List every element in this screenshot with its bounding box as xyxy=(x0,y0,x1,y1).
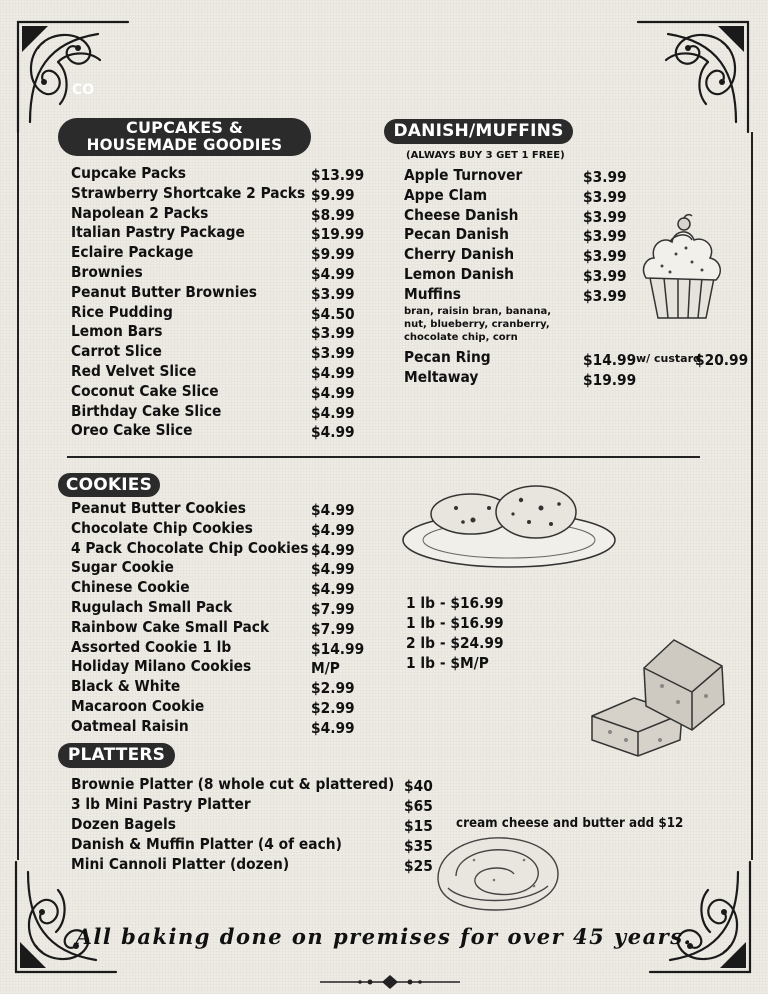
muffin-flavors-line1: bran, raisin bran, banana, xyxy=(404,306,552,317)
cookie-weight-text: 1 lb - $16.99 xyxy=(406,594,504,612)
cupcake-item-price: $9.99 xyxy=(311,245,355,264)
cupcake-item-price: $3.99 xyxy=(311,324,355,343)
cookie-item-price: $4.99 xyxy=(311,540,355,559)
cookie-item-price: $4.99 xyxy=(311,718,355,737)
cupcakes-header xyxy=(58,118,311,156)
corner-label: CO xyxy=(72,82,95,98)
cookie-item-name: Sugar Cookie xyxy=(71,558,174,577)
cupcake-item-name: Italian Pastry Package xyxy=(71,223,245,242)
cupcake-item-price: $4.99 xyxy=(311,383,355,402)
platter-item-name: Mini Cannoli Platter (dozen) xyxy=(71,855,290,873)
right-border-line xyxy=(751,132,753,860)
footer-flourish-icon xyxy=(320,975,460,989)
cookie-item-price: $2.99 xyxy=(311,679,355,698)
platter-item-price: $35 xyxy=(404,837,433,855)
danish-item-name: Cheese Danish xyxy=(404,205,519,224)
cookie-item-name: Holiday Milano Cookies xyxy=(71,657,252,676)
cupcake-item-name: Peanut Butter Brownies xyxy=(71,282,258,301)
bagel-note: cream cheese and butter add $12 xyxy=(456,816,684,831)
danish-item-price: $3.99 xyxy=(583,267,627,285)
cupcake-item-name: Eclaire Package xyxy=(71,243,194,262)
platter-item-price: $65 xyxy=(404,797,433,815)
cookie-item-name: Oatmeal Raisin xyxy=(71,716,189,735)
danish-item-price: $3.99 xyxy=(583,227,627,246)
cupcake-item-name: Lemon Bars xyxy=(71,322,163,341)
cookie-weight-text: 1 lb - $16.99 xyxy=(406,614,504,632)
bottom-right-ornament-icon xyxy=(650,862,760,982)
cupcake-item-price: $4.50 xyxy=(311,304,355,323)
cupcake-item-price: $4.99 xyxy=(311,423,355,442)
left-border-line xyxy=(17,132,19,860)
custard-price: $20.99 xyxy=(695,351,749,369)
cookie-item-price: $2.99 xyxy=(311,699,355,717)
platter-item-name: Dozen Bagels xyxy=(71,815,176,833)
cupcakes-title-line2: HOUSEMADE GOODIES xyxy=(86,135,283,154)
danish-item-name: Lemon Danish xyxy=(404,265,515,283)
top-right-ornament-icon xyxy=(638,12,758,132)
danish-item-price: $3.99 xyxy=(583,247,627,266)
cupcake-item-price: $3.99 xyxy=(311,284,355,303)
cupcake-item-name: Red Velvet Slice xyxy=(71,362,197,380)
cookie-item-price: $4.99 xyxy=(311,501,355,519)
danish-header: DANISH/MUFFINS xyxy=(384,119,573,144)
cookies-plate-illustration-icon xyxy=(401,478,617,570)
platter-item-price: $25 xyxy=(404,857,433,875)
brownies-illustration-icon xyxy=(588,636,726,756)
danish-pastry-illustration-icon xyxy=(434,830,562,914)
cookie-item-name: Macaroon Cookie xyxy=(71,697,205,715)
platter-item-name: 3 lb Mini Pastry Platter xyxy=(71,795,251,813)
footer-tagline: All baking done on premises for over 45 years. xyxy=(75,924,693,949)
cookie-weight-text: 1 lb - $M/P xyxy=(406,654,489,672)
cookie-item-name: Peanut Butter Cookies xyxy=(71,499,246,517)
danish-item-name: Pecan Danish xyxy=(404,225,509,244)
cupcake-item-price: $3.99 xyxy=(311,344,355,363)
cupcake-item-name: Birthday Cake Slice xyxy=(71,401,222,420)
platter-item-name: Brownie Platter (8 whole cut & plattered) xyxy=(71,775,395,793)
cookie-item-name: Black & White xyxy=(71,677,181,696)
danish-item-price: $3.99 xyxy=(583,168,627,186)
platters-header: PLATTERS xyxy=(58,743,175,768)
platter-item-price: $40 xyxy=(404,777,433,795)
cookie-item-price: $4.99 xyxy=(311,580,355,599)
danish-item-name: Appe Clam xyxy=(404,185,488,204)
cupcake-illustration-icon xyxy=(640,214,724,320)
section-divider xyxy=(67,456,700,458)
danish-item-name: Muffins xyxy=(404,284,461,303)
danish-item-name: Cherry Danish xyxy=(404,245,515,264)
cookie-item-name: Chinese Cookie xyxy=(71,578,190,597)
cupcake-item-price: $4.99 xyxy=(311,364,355,382)
pecan-ring-name: Pecan Ring xyxy=(404,348,491,366)
cookie-item-name: Rainbow Cake Small Pack xyxy=(71,617,270,636)
cookie-item-price: $14.99 xyxy=(311,639,365,658)
cookie-item-name: Chocolate Chip Cookies xyxy=(71,518,253,537)
danish-item-price: $3.99 xyxy=(583,286,627,305)
cookie-item-name: Rugulach Small Pack xyxy=(71,598,233,616)
danish-item-name: Apple Turnover xyxy=(404,166,523,184)
danish-item-price: $3.99 xyxy=(583,207,627,226)
cupcake-item-price: $4.99 xyxy=(311,403,355,422)
cupcake-item-name: Coconut Cake Slice xyxy=(71,381,219,400)
cookie-weight-text: 2 lb - $24.99 xyxy=(406,634,504,652)
cupcake-item-price: $19.99 xyxy=(311,225,365,244)
cookie-item-name: 4 Pack Chocolate Chip Cookies xyxy=(71,538,309,557)
meltaway-price: $19.99 xyxy=(583,371,637,389)
pecan-ring-price: $14.99 xyxy=(583,351,637,369)
cupcake-item-name: Oreo Cake Slice xyxy=(71,421,193,440)
muffin-flavors-line3: chocolate chip, corn xyxy=(404,332,518,343)
cupcake-item-price: $4.99 xyxy=(311,265,355,283)
cupcake-item-name: Cupcake Packs xyxy=(71,164,186,182)
meltaway-name: Meltaway xyxy=(404,368,479,386)
top-left-ornament-icon xyxy=(8,12,128,132)
cupcake-item-price: $9.99 xyxy=(311,185,355,204)
cupcake-item-price: $8.99 xyxy=(311,205,355,224)
cookie-item-price: $4.99 xyxy=(311,560,355,579)
cookie-item-price: $7.99 xyxy=(311,600,355,618)
cupcake-item-name: Carrot Slice xyxy=(71,342,162,361)
cupcake-item-price: $13.99 xyxy=(311,166,365,184)
custard-label: w/ custard xyxy=(636,352,701,365)
platter-item-name: Danish & Muffin Platter (4 of each) xyxy=(71,835,342,853)
bottom-left-ornament-icon xyxy=(6,862,116,982)
muffin-flavors-line2: nut, blueberry, cranberry, xyxy=(404,319,550,330)
cupcake-item-name: Rice Pudding xyxy=(71,302,173,321)
cookie-item-price: M/P xyxy=(311,659,340,678)
cookie-item-price: $4.99 xyxy=(311,520,355,539)
cupcake-item-name: Napolean 2 Packs xyxy=(71,203,209,222)
platter-item-price: $15 xyxy=(404,817,433,835)
cupcake-item-name: Brownies xyxy=(71,263,143,281)
cupcakes-title-line1: CUPCAKES & xyxy=(126,118,243,137)
danish-item-price: $3.99 xyxy=(583,187,627,206)
cookies-header: COOKIES xyxy=(58,473,160,497)
cookie-item-price: $7.99 xyxy=(311,619,355,638)
danish-subtitle: (ALWAYS BUY 3 GET 1 FREE) xyxy=(406,150,565,161)
cookie-item-name: Assorted Cookie 1 lb xyxy=(71,637,232,656)
cupcake-item-name: Strawberry Shortcake 2 Packs xyxy=(71,183,306,202)
